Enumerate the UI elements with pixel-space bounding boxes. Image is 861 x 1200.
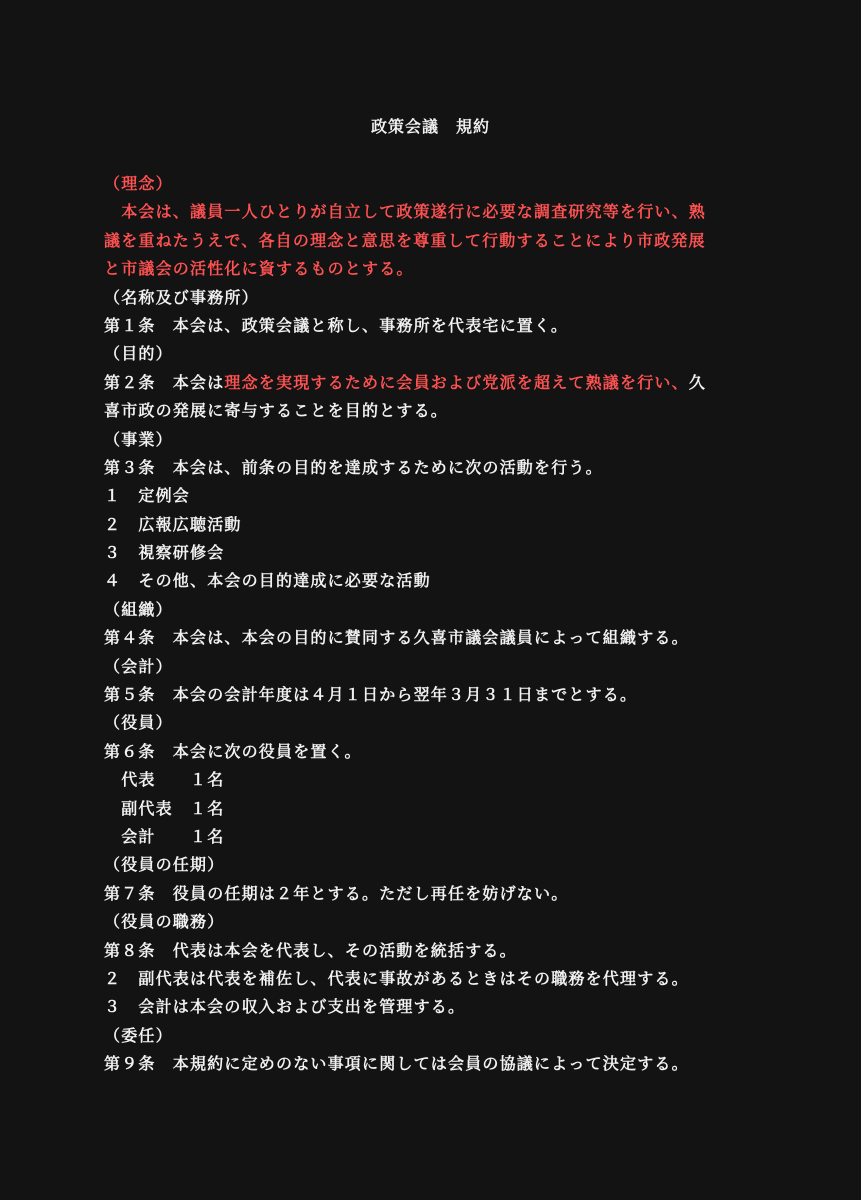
article-line: 代表 １名 [104,770,225,790]
article-line: １ 定例会 [104,486,191,506]
section-heading: （役員の任期） [104,855,225,875]
document-title: 政策会議 規約 [370,117,490,136]
article-line: ３ 会計は本会の収入および支出を管理する。 [104,997,466,1017]
highlighted-text: 理念を実現するために会員および党派を超えて熟議を行い、 [224,372,689,392]
section-heading: （役員） [104,713,173,733]
section-heading: （理念） [104,174,173,193]
article-line: 第４条 本会は、本会の目的に賛同する久喜市議会議員によって組織する。 [104,628,689,648]
section-heading: （名称及び事務所） [104,287,259,307]
section-heading: （目的） [104,344,173,364]
article-line: 議を重ねたうえで、各自の理念と意思を尊重して行動することにより市政発展 [104,230,706,250]
article-line: 本会は、議員一人ひとりが自立して政策遂行に必要な調査研究等を行い、熟 [104,202,707,222]
section-heading: （事業） [104,429,173,449]
article-line [104,369,764,397]
article-line: 第１条 本会は、政策会議と称し、事務所を代表宅に置く。 [104,315,569,335]
article-line: ２ 副代表は代表を補佐し、代表に事故があるときはその職務を代理する。 [104,968,689,988]
article-line: 第９条 本規約に定めのない事項に関しては会員の協議によって決定する。 [104,1054,689,1074]
article-line: 会計 １名 [104,826,225,846]
article-line: 副代表 １名 [104,798,225,818]
section-heading: （役員の職務） [104,912,225,932]
document-body [104,170,764,1079]
article-line: ４ その他、本会の目的達成に必要な活動 [104,571,431,591]
section-heading: （組織） [104,599,173,619]
article-line: 第８条 代表は本会を代表し、その活動を統括する。 [104,940,517,960]
article-line: と市議会の活性化に資するものとする。 [104,259,414,279]
section-heading: （会計） [104,656,173,676]
article-line: 喜市政の発展に寄与することを目的とする。 [104,401,449,421]
article-line: 第３条 本会は、前条の目的を達成するために次の活動を行う。 [104,457,603,477]
section-heading: （委任） [104,1025,173,1045]
text-segment: 久 [688,372,707,392]
article-line: 第５条 本会の会計年度は４月１日から翌年３月３１日までとする。 [104,685,638,705]
article-line: 第７条 役員の任期は２年とする。ただし再任を妨げない。 [104,883,569,903]
article-line: ３ 視察研修会 [104,543,225,563]
article-line: ２ 広報広聴活動 [104,514,242,534]
article-line: 第６条 本会に次の役員を置く。 [104,741,362,761]
text-segment: 第２条 本会は [104,372,225,392]
